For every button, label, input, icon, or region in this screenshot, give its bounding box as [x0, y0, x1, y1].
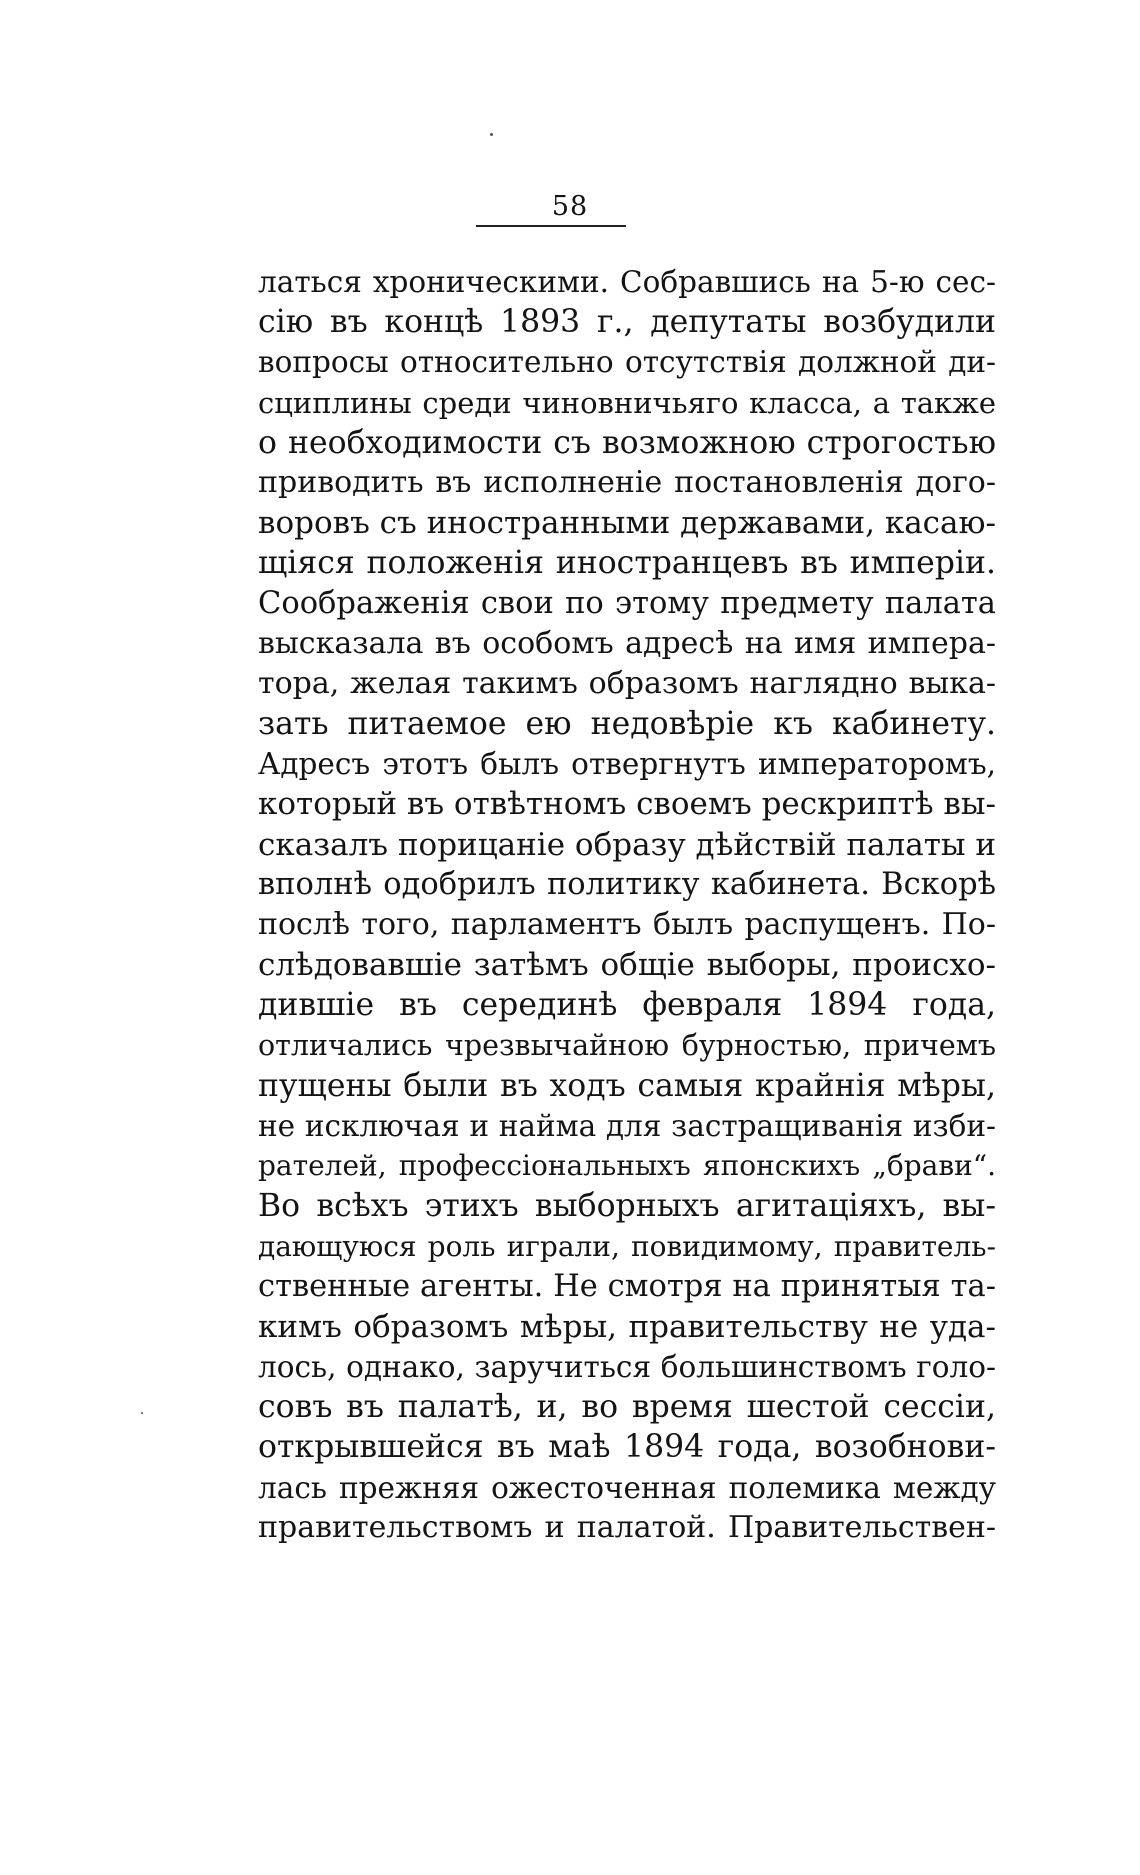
- text-line: рателей, профессіональныхъ японскихъ „брави“.: [258, 1149, 996, 1183]
- print-speck: [141, 1412, 143, 1414]
- text-line: высказала въ особомъ адресѣ на имя импера-: [258, 625, 996, 661]
- text-line: сію въ концѣ 1893 г., депутаты возбудили: [258, 304, 996, 341]
- text-line: сказалъ порицаніе образу дѣйствій палаты и: [258, 826, 996, 863]
- text-line: отличались чрезвычайною бурностью, причемъ: [258, 1028, 996, 1062]
- text-line: сциплины среди чиновничьяго класса, а также: [258, 385, 996, 420]
- text-line: приводить въ исполненіе постановленія дого-: [258, 464, 996, 500]
- text-line: тора, желая такимъ образомъ наглядно выка-: [258, 665, 996, 701]
- text-line: послѣ того, парламентъ былъ распущенъ. По-: [258, 907, 996, 942]
- text-line: открывшейся въ маѣ 1894 года, возобнови-: [258, 1429, 996, 1466]
- body-text: [258, 262, 996, 1548]
- text-line: лась прежняя ожесточенная полемика между: [258, 1470, 996, 1505]
- text-line: о необходимости съ возможною строгостью: [258, 424, 996, 461]
- text-line: щіяся положенія иностранцевъ въ имперіи.: [258, 545, 996, 582]
- text-line: вопросы относительно отсутствія должной ди-: [258, 345, 996, 380]
- header-rule: [476, 225, 626, 227]
- page-number: 58: [551, 191, 589, 222]
- text-line: правительствомъ и палатой. Правительствен-: [258, 1509, 996, 1545]
- text-line: Во всѣхъ этихъ выборныхъ агитаціяхъ, вы-: [258, 1188, 996, 1225]
- text-line: зать питаемое ею недовѣріе къ кабинету.: [258, 706, 996, 743]
- text-line: совъ въ палатѣ, и, во время шестой сессіи,: [258, 1389, 996, 1426]
- text-line: дившіе въ серединѣ февраля 1894 года,: [258, 987, 996, 1024]
- text-line: дающуюся роль играли, повидимому, правитель-: [258, 1229, 996, 1263]
- text-line: не исключая и найма для застращиванія изби-: [258, 1108, 996, 1143]
- text-line: вполнѣ одобрилъ политику кабинета. Вскорѣ: [258, 866, 996, 902]
- text-line: слѣдовавшіе затѣмъ общіе выборы, происхо-: [258, 947, 996, 984]
- text-line: который въ отвѣтномъ своемъ рескриптѣ вы-: [258, 786, 996, 823]
- text-line: ственные агенты. Не смотря на принятыя та-: [258, 1268, 996, 1304]
- print-speck: [490, 133, 493, 136]
- text-line: Адресъ этотъ былъ отвергнутъ императоромъ,: [258, 747, 996, 782]
- text-line: воровъ съ иностранными державами, касаю-: [258, 505, 996, 542]
- text-line: пущены были въ ходъ самыя крайнія мѣры,: [258, 1067, 996, 1104]
- text-line: лось, однако, заручиться большинствомъ голо-: [258, 1350, 996, 1385]
- text-line: кимъ образомъ мѣры, правительству не уда-: [258, 1308, 996, 1345]
- text-line: латься хроническими. Собравшись на 5-ю сес-: [258, 265, 996, 299]
- text-line: Соображенія свои по этому предмету палата: [258, 585, 996, 621]
